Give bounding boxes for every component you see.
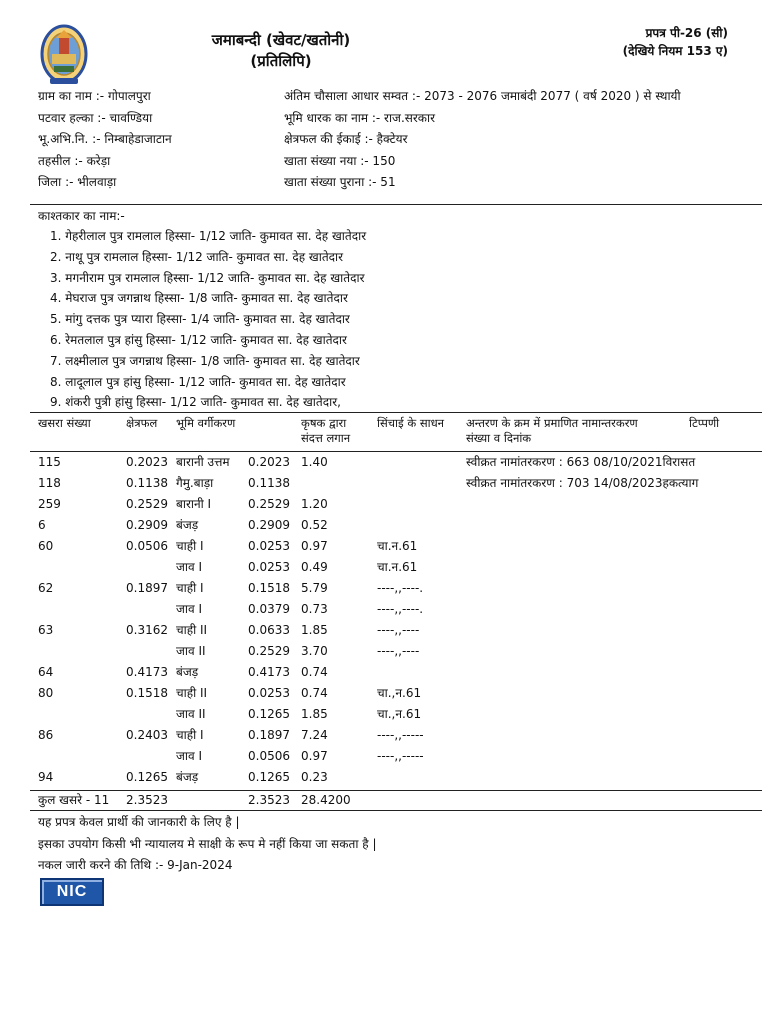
cell-class: बंजड़ xyxy=(176,770,199,784)
table-total-row xyxy=(0,790,768,810)
cell-rent: 0.97 xyxy=(301,539,328,553)
cell-rent: 0.97 xyxy=(301,749,328,763)
cell-khasra: 63 xyxy=(38,623,54,637)
settlement-period: अंतिम चौसाला आधार सम्वत :- 2073 - 2076 जमाबंदी 2077 ( वर्ष 2020 ) से स्थायी xyxy=(284,89,681,103)
land-holder-name: भूमि धारक का नाम :- राज.सरकार xyxy=(284,110,436,125)
owner-list xyxy=(38,226,738,413)
cell-khasra: 64 xyxy=(38,665,54,679)
land-record-inspector: भू.अभि.नि. :- निम्बाहेडाजाटान xyxy=(38,132,172,146)
table-row xyxy=(0,767,768,788)
cell-rent: 3.70 xyxy=(301,644,328,658)
cell-rent: 1.20 xyxy=(301,497,328,511)
cell-class: जाव I xyxy=(176,749,203,763)
rule-reference: (देखिये नियम 153 ए) xyxy=(622,44,728,58)
table-row xyxy=(0,515,768,536)
cell-class: चाही II xyxy=(176,686,208,700)
table-row xyxy=(0,641,768,662)
cell-class-area: 0.1265 xyxy=(248,770,290,784)
cell-class-area: 0.0253 xyxy=(248,560,290,574)
cell-class-area: 0.2529 xyxy=(248,644,290,658)
cell-irrigation: ----,,----- xyxy=(377,728,424,742)
cell-rent: 0.73 xyxy=(301,602,328,616)
list-item: 6. रेमतलाल पुत्र हांसु हिस्सा- 1/12 जाति- कुमावत सा. देह खातेदार xyxy=(50,332,347,347)
patwar-circle: पटवार हल्का :- चावण्डिया xyxy=(38,110,153,125)
header-mutation-line-2: संख्या व दिनांक xyxy=(466,431,532,445)
table-row xyxy=(0,746,768,767)
total-area: 2.3523 xyxy=(126,793,168,807)
cell-rent: 1.40 xyxy=(301,455,328,469)
cell-irrigation: चा.न.61 xyxy=(377,539,418,553)
list-item: 8. लादूलाल पुत्र हांसु हिस्सा- 1/12 जाति- कुमावत सा. देह खातेदार xyxy=(50,374,346,389)
header-classification: भूमि वर्गीकरण xyxy=(176,416,236,430)
land-table xyxy=(0,452,768,788)
cell-class: चाही I xyxy=(176,539,204,553)
total-class-area: 2.3523 xyxy=(248,793,290,807)
cell-class: चाही I xyxy=(176,728,204,742)
cell-khasra: 62 xyxy=(38,581,54,595)
header-irrigation: सिंचाई के साधन xyxy=(377,416,445,430)
header-rent xyxy=(301,416,350,446)
cell-area: 0.1138 xyxy=(126,476,168,490)
cell-area: 0.1897 xyxy=(126,581,168,595)
list-item: 4. मेघराज पुत्र जगन्नाथ हिस्सा- 1/8 जाति- कुमावत सा. देह खातेदार xyxy=(50,291,348,306)
info-only-note: यह प्रपत्र केवल प्रार्थी की जानकारी के लिए है | xyxy=(38,815,240,829)
cultivator-heading: काश्तकार का नाम:- xyxy=(38,209,125,223)
cell-rent: 0.74 xyxy=(301,686,328,700)
form-number: प्रपत्र पी-26 (सी) xyxy=(645,26,728,40)
list-item: 7. लक्ष्मीलाल पुत्र जगन्नाथ हिस्सा- 1/8 जाति- कुमावत सा. देह खातेदार xyxy=(50,353,360,368)
cell-rent: 0.74 xyxy=(301,665,328,679)
cell-area: 0.4173 xyxy=(126,665,168,679)
rajasthan-emblem-icon xyxy=(40,24,88,88)
cell-khasra: 118 xyxy=(38,476,61,490)
cell-class-area: 0.1897 xyxy=(248,728,290,742)
table-row xyxy=(0,578,768,599)
cell-area: 0.2529 xyxy=(126,497,168,511)
total-label: कुल खसरे - 11 xyxy=(38,793,110,807)
village-name: ग्राम का नाम :- गोपालपुरा xyxy=(38,89,151,103)
cell-class: जाव I xyxy=(176,560,203,574)
list-item: 5. मांगु दत्तक पुत्र प्यारा हिस्सा- 1/4 जाति- कुमावत सा. देह खातेदार xyxy=(50,312,350,327)
tehsil: तहसील :- करेड़ा xyxy=(38,153,111,168)
cell-rent: 0.23 xyxy=(301,770,328,784)
table-row xyxy=(0,620,768,641)
list-item: 1. गेहरीलाल पुत्र रामलाल हिस्सा- 1/12 जाति- कुमावत सा. देह खातेदार xyxy=(50,229,367,243)
table-row xyxy=(0,536,768,557)
divider xyxy=(30,412,762,413)
table-row xyxy=(0,704,768,725)
table-row xyxy=(0,473,768,494)
cell-irrigation: ----,,---- xyxy=(377,644,420,658)
cell-class-area: 0.1518 xyxy=(248,581,290,595)
nic-logo: NIC xyxy=(40,878,104,906)
cell-area: 0.2403 xyxy=(126,728,168,742)
cell-class: बारानी उत्तम xyxy=(176,455,230,469)
cell-mutation: स्वीक्रत नामांतरकरण : 663 08/10/2021विरासत xyxy=(466,455,696,469)
title-line-1: जमाबन्दी (खेवट/खतोनी) xyxy=(211,31,351,49)
cell-class: जाव II xyxy=(176,707,206,721)
table-row xyxy=(0,452,768,473)
cell-area: 0.0506 xyxy=(126,539,168,553)
cell-rent: 1.85 xyxy=(301,707,328,721)
cell-irrigation: ----,,---- xyxy=(377,623,420,637)
cell-class-area: 0.4173 xyxy=(248,665,290,679)
list-item: 2. नाथू पुत्र रामलाल हिस्सा- 1/12 जाति- कुमावत सा. देह खातेदार xyxy=(50,249,344,264)
cell-class-area: 0.2023 xyxy=(248,455,290,469)
cell-khasra: 6 xyxy=(38,518,46,532)
cell-area: 0.3162 xyxy=(126,623,168,637)
cell-rent: 7.24 xyxy=(301,728,328,742)
cell-class-area: 0.0633 xyxy=(248,623,290,637)
area-unit: क्षेत्रफल की ईकाई :- हैक्टेयर xyxy=(284,132,408,146)
cell-rent: 0.49 xyxy=(301,560,328,574)
cell-class: बंजड़ xyxy=(176,518,199,532)
cell-irrigation: ----,,----- xyxy=(377,749,424,763)
cell-class-area: 0.0506 xyxy=(248,749,290,763)
account-number-old: खाता संख्या पुराना :- 51 xyxy=(284,175,396,189)
cell-area: 0.1518 xyxy=(126,686,168,700)
cell-class-area: 0.0253 xyxy=(248,539,290,553)
cell-khasra: 80 xyxy=(38,686,54,700)
cell-class: चाही II xyxy=(176,623,208,637)
cell-class: जाव I xyxy=(176,602,203,616)
list-item: 3. मगनीराम पुत्र रामलाल हिस्सा- 1/12 जाति- कुमावत सा. देह खातेदार xyxy=(50,270,365,285)
cell-irrigation: चा.,न.61 xyxy=(377,707,422,721)
cell-rent: 1.85 xyxy=(301,623,328,637)
cell-irrigation: चा.,न.61 xyxy=(377,686,422,700)
divider xyxy=(30,204,762,205)
cell-class: गैमु.बाड़ा xyxy=(176,476,214,490)
district: जिला :- भीलवाड़ा xyxy=(38,175,117,189)
table-row xyxy=(0,662,768,683)
account-info xyxy=(284,86,734,194)
cell-khasra: 94 xyxy=(38,770,54,784)
header-khasra: खसरा संख्या xyxy=(38,416,91,430)
cultivator-list xyxy=(38,206,738,413)
cell-class-area: 0.2909 xyxy=(248,518,290,532)
issue-date: नकल जारी करने की तिथि :- 9-Jan-2024 xyxy=(38,858,233,872)
cell-class-area: 0.0379 xyxy=(248,602,290,616)
cell-khasra: 86 xyxy=(38,728,54,742)
cell-khasra: 259 xyxy=(38,497,61,511)
footer-notes xyxy=(38,812,377,877)
court-use-note: इसका उपयोग किसी भी न्यायालय मे साक्षी के रूप मे नहीं किया जा सकता है | xyxy=(38,836,377,851)
header-rent-line-2: संदत्त लगान xyxy=(301,431,351,445)
cell-khasra: 60 xyxy=(38,539,54,553)
cell-class: बंजड़ xyxy=(176,665,199,679)
account-number-new: खाता संख्या नया :- 150 xyxy=(284,153,396,168)
location-info xyxy=(38,86,278,194)
cell-area: 0.1265 xyxy=(126,770,168,784)
header-mutation xyxy=(466,416,638,446)
cell-irrigation: ----,,----. xyxy=(377,581,424,595)
total-rent: 28.4200 xyxy=(301,793,351,807)
header-area: क्षेत्रफल xyxy=(126,416,158,430)
cell-class-area: 0.0253 xyxy=(248,686,290,700)
cell-area: 0.2909 xyxy=(126,518,168,532)
cell-area: 0.2023 xyxy=(126,455,168,469)
cell-class: जाव II xyxy=(176,644,206,658)
cell-class-area: 0.2529 xyxy=(248,497,290,511)
cell-rent: 0.52 xyxy=(301,518,328,532)
header-mutation-line-1: अन्तरण के क्रम में प्रमाणित नामान्तरकरण xyxy=(466,416,638,430)
table-header xyxy=(0,414,768,450)
cell-khasra: 115 xyxy=(38,455,61,469)
cell-irrigation: चा.न.61 xyxy=(377,560,418,574)
cell-class-area: 0.1138 xyxy=(248,476,290,490)
header-rent-line-1: कृषक द्वारा xyxy=(301,416,347,430)
table-row xyxy=(0,725,768,746)
cell-class: चाही I xyxy=(176,581,204,595)
table-row xyxy=(0,599,768,620)
cell-class-area: 0.1265 xyxy=(248,707,290,721)
table-row xyxy=(0,494,768,515)
divider xyxy=(30,810,762,811)
header-remarks: टिप्पणी xyxy=(689,416,720,430)
list-item: 9. शंकरी पुत्री हांसु हिस्सा- 1/12 जाति- कुमावत सा. देह खातेदार, xyxy=(50,395,341,410)
cell-mutation: स्वीक्रत नामांतरकरण : 703 14/08/2023हकत्याग xyxy=(466,476,699,490)
table-row xyxy=(0,683,768,704)
title-line-2: (प्रतिलिपि) xyxy=(250,52,312,70)
form-reference xyxy=(623,24,728,60)
cell-irrigation: ----,,----. xyxy=(377,602,424,616)
table-row xyxy=(0,557,768,578)
cell-rent: 5.79 xyxy=(301,581,328,595)
cell-class: बारानी I xyxy=(176,497,212,511)
document-title xyxy=(178,30,384,72)
